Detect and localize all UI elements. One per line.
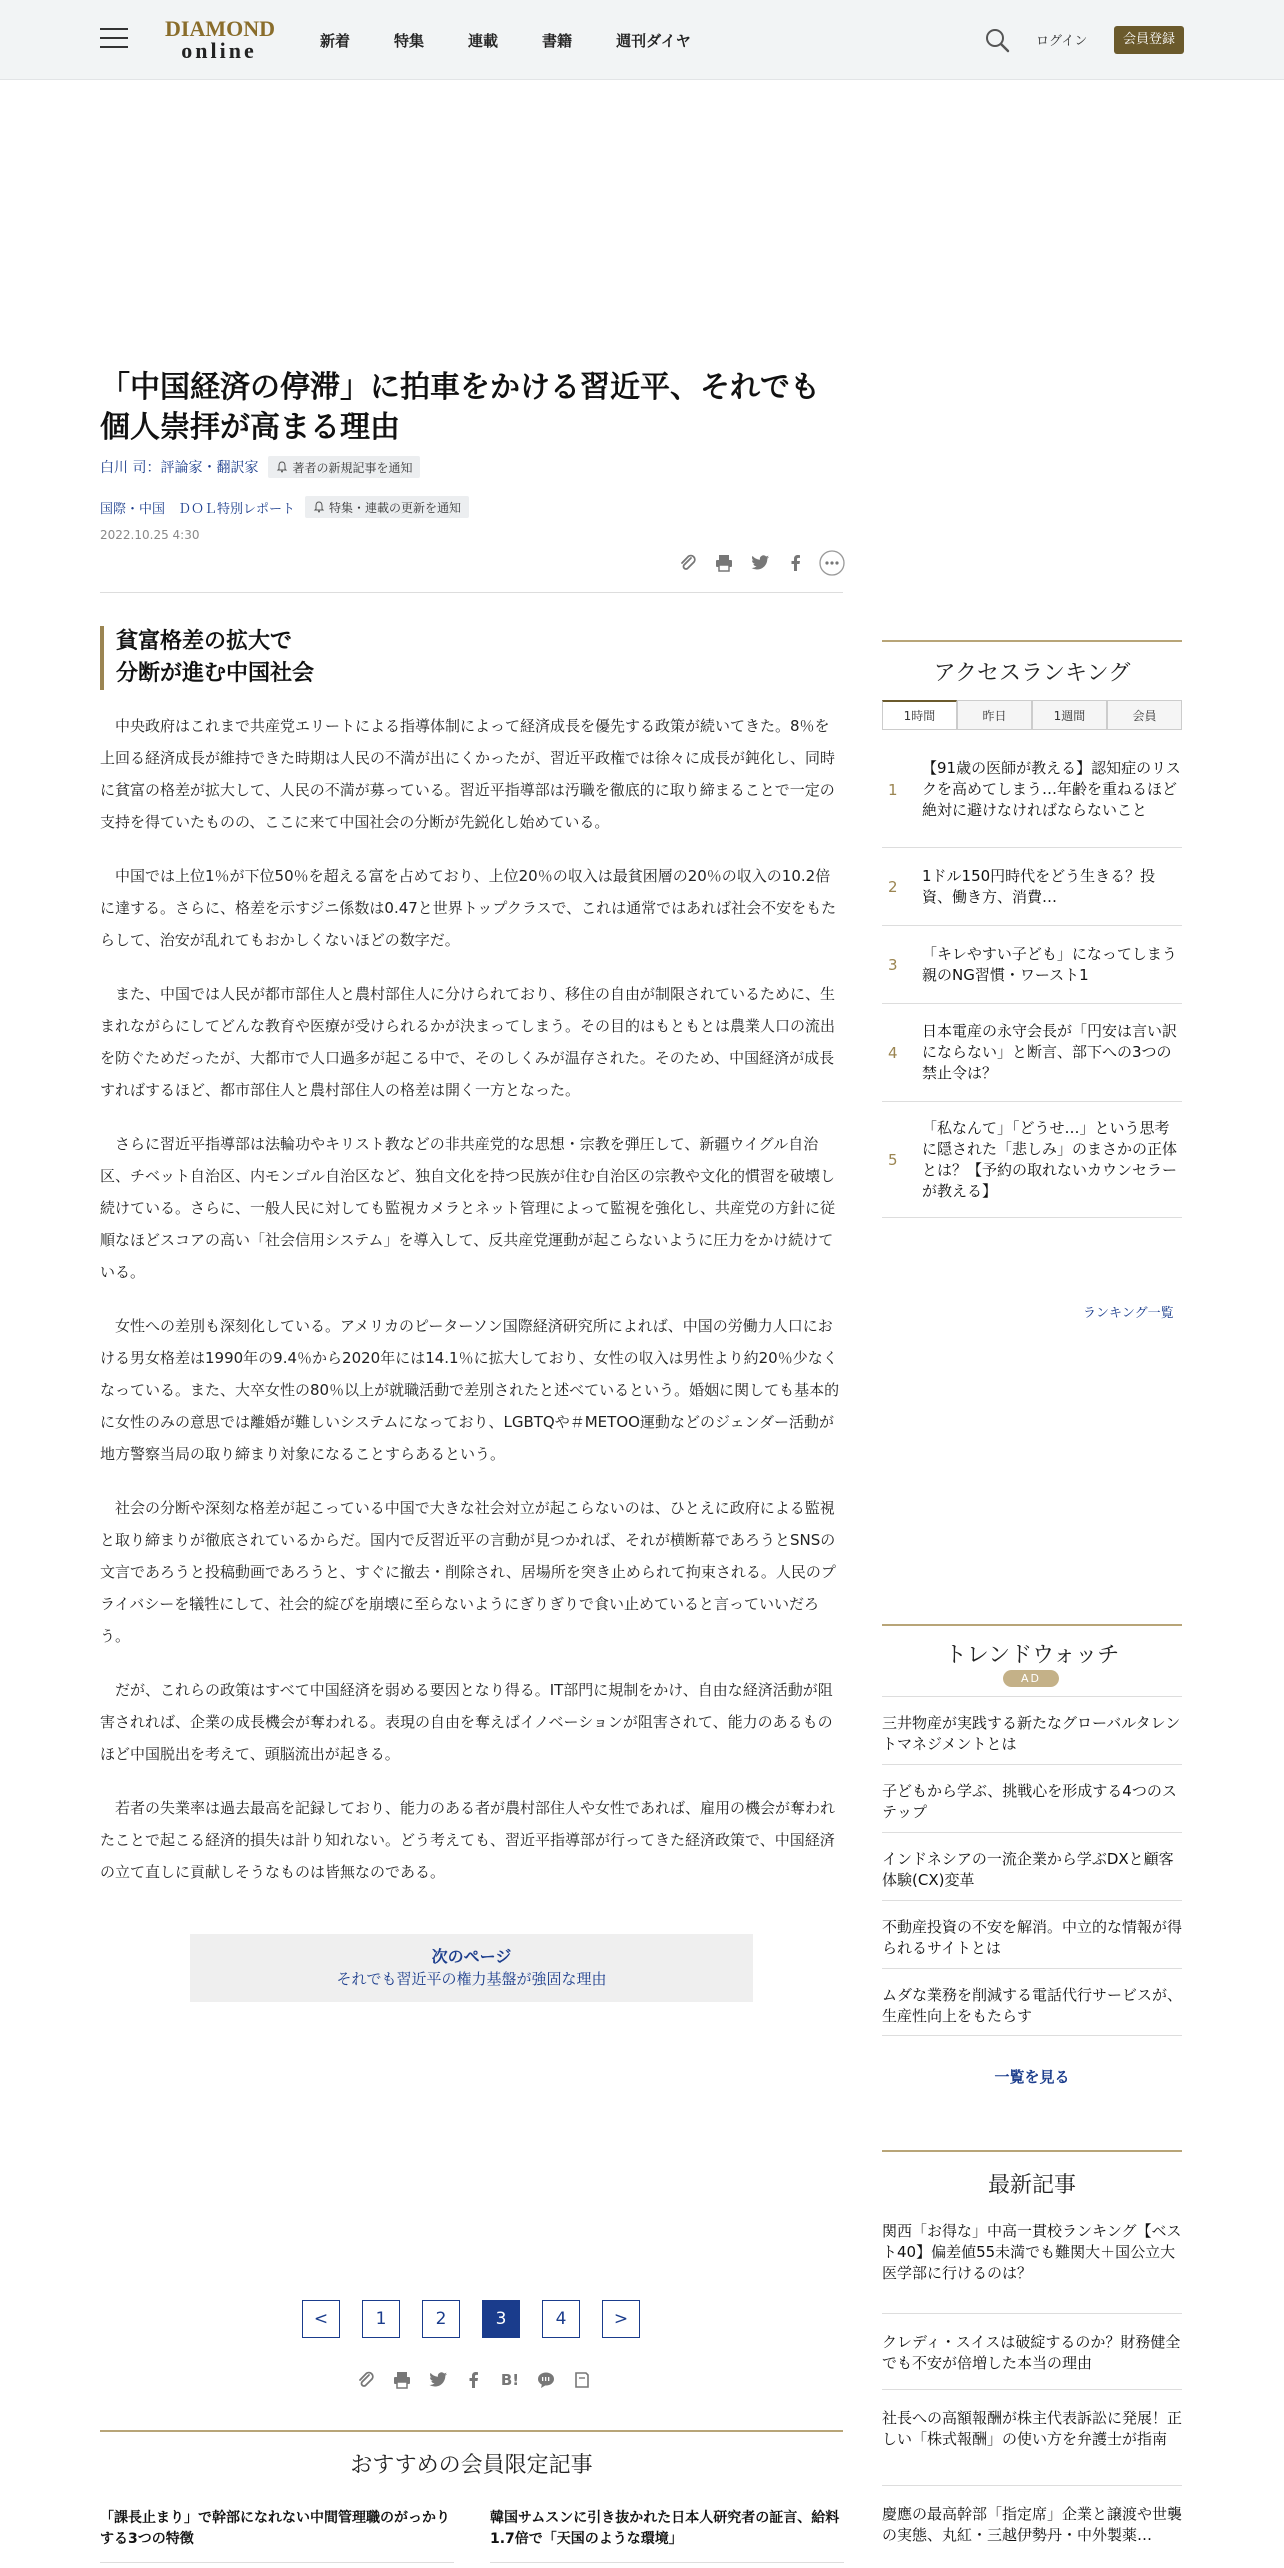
paragraph: 中国では上位1％が下位50％を超える富を占めており、上位20％の収入は最貧困層の20％の収入の10.2倍に達する。さらに、格差を示すジニ係数は0.47と世界トップクラスで、これは通常ではあれば社会不安をもたらして、治安が乱れてもおかしくないほどの数字だ。 bbox=[100, 867, 837, 949]
ranking-item[interactable] bbox=[882, 848, 1182, 926]
logo-bottom: online bbox=[181, 38, 257, 63]
menu-icon[interactable] bbox=[100, 28, 128, 50]
next-page-label: 次のページ bbox=[431, 1947, 512, 1966]
nav-item-books[interactable]: 書籍 bbox=[542, 31, 573, 50]
trend-list bbox=[882, 1696, 1182, 2036]
share-bar-bottom bbox=[352, 2366, 604, 2394]
ranking-tabs bbox=[882, 700, 1182, 730]
line-icon[interactable] bbox=[532, 2366, 560, 2394]
share-bar-top bbox=[666, 549, 846, 577]
site-logo[interactable] bbox=[165, 18, 273, 64]
category-line bbox=[100, 496, 469, 518]
paragraph: 社会の分断や深刻な格差が起こっている中国で大きな社会対立が起こらないのは、ひとえに政府による監視と取り締まりが徹底されているからだ。国内で反習近平の言動が見つかれば、それが横断幕であろうとSNSの文言であろうと投稿動画であろうと、すぐに撤去・削除され、居場所を突き止められて拘束される。人民のプライバシーを犠牲にして、社会的綻びを崩壊に至らないようにぎりぎりで食い止めていると言っていいだろう。 bbox=[100, 1499, 836, 1645]
trend-item[interactable]: 不動産投資の不安を解消。中立的な情報が得られるサイトとは bbox=[882, 1900, 1182, 1968]
author-notify-button[interactable] bbox=[268, 456, 420, 478]
nav-item-weekly[interactable]: 週刊ダイヤ bbox=[616, 31, 691, 50]
rank-number: 2 bbox=[888, 877, 898, 896]
clip-icon[interactable] bbox=[352, 2366, 380, 2394]
facebook-icon[interactable] bbox=[460, 2366, 488, 2394]
recommended-item[interactable]: 韓国サムスンに引き抜かれた日本人研究者の証言、給料1.7倍で「天国のような環境」 bbox=[490, 2510, 840, 2547]
article-body bbox=[100, 710, 843, 1910]
ranking-item[interactable] bbox=[882, 1004, 1182, 1102]
section-heading bbox=[100, 626, 314, 690]
nav-item-new[interactable]: 新着 bbox=[320, 31, 351, 50]
publish-date: 2022.10.25 4:30 bbox=[100, 528, 200, 542]
recommended-divider-line bbox=[490, 2562, 844, 2563]
rank-text: 【91歳の医師が教える】認知症のリスクを高めてしまう…年齢を重ねるほど絶対に避けなければならないこと bbox=[922, 759, 1181, 819]
header-divider bbox=[100, 592, 843, 593]
paragraph: だが、これらの政策はすべて中国経済を弱める要因となり得る。IT部門に規制をかけ、自由な経済活動が阻害されれば、企業の成長機会が奪われる。表現の自由を奪えばイノベーションが阻害されて、能力のあるものほど中国脱出を考えて、頭脳流出が起きる。 bbox=[100, 1681, 833, 1763]
ranking-list bbox=[882, 732, 1182, 1218]
nav-item-series[interactable]: 連載 bbox=[468, 31, 499, 50]
section-heading-line2: 分断が進む中国社会 bbox=[116, 661, 315, 686]
ranking-title: アクセスランキング bbox=[933, 661, 1131, 686]
latest-item[interactable]: 関西「お得な」中高一貫校ランキング【ベスト40】偏差値55未満でも難関大＋国公立大医学部に行けるのは？ bbox=[882, 2218, 1182, 2314]
series-notify-label: 特集・連載の更新を通知 bbox=[329, 500, 462, 515]
rank-number: 5 bbox=[888, 1150, 898, 1169]
paragraph: 若者の失業率は過去最高を記録しており、能力のある者が農村部住人や女性であれば、雇用の機会が奪われたことで起こる経済的損失は計り知れない。どう考えても、習近平指導部が行ってきた経済政策で、中国経済の立て直しに貢献しそうなものは皆無なのである。 bbox=[100, 1799, 836, 1881]
trend-title: トレンドウォッチ bbox=[944, 1643, 1120, 1668]
logo-top: DIAMOND bbox=[165, 16, 275, 41]
main-nav bbox=[320, 0, 735, 80]
tab-members[interactable]: 会員 bbox=[1107, 700, 1182, 729]
next-page-button[interactable]: > bbox=[602, 2300, 640, 2338]
latest-item[interactable]: クレディ・スイスは破綻するのか？財務健全でも不安が倍増した本当の理由 bbox=[882, 2314, 1182, 2390]
page-button-1[interactable]: 1 bbox=[362, 2300, 400, 2338]
rank-number: 3 bbox=[888, 955, 898, 974]
more-icon[interactable] bbox=[818, 549, 846, 577]
bell-icon bbox=[313, 501, 325, 513]
paragraph: 女性への差別も深刻化している。アメリカのピーターソン国際経済研究所によれば、中国の労働力人口における男女格差は1990年の9.4％から2020年には14.1％に拡大しており、女性の収入は男性より約20％少なくなっている。また、大卒女性の80％以上が就職活動で差別されたと述べているという。婚姻に関しても基本的に女性のみの意思では離婚が難しいシステムになっており、LGBTQや＃METOO運動などのジェンダー活動が地方警察当局の取り締まり対象になることすらあるという。 bbox=[100, 1317, 840, 1463]
prev-page-button[interactable]: < bbox=[302, 2300, 340, 2338]
print-icon[interactable] bbox=[710, 549, 738, 577]
rank-text: 「キレやすい子ども」になってしまう親のNG習慣・ワースト1 bbox=[922, 944, 1177, 984]
ranking-item[interactable] bbox=[882, 732, 1182, 848]
rank-text: 1ドル150円時代をどう生きる？投資、働き方、消費… bbox=[922, 866, 1156, 906]
pagination bbox=[302, 2300, 662, 2338]
author-link[interactable]: 白川 司：評論家・翻訳家 bbox=[100, 460, 259, 476]
trend-item[interactable]: 三井物産が実践する新たなグローバルタレントマネジメントとは bbox=[882, 1696, 1182, 1764]
recommended-item[interactable]: 「課長止まり」で幹部になれない中間管理職のがっかりする3つの特徴 bbox=[100, 2510, 450, 2547]
author-notify-label: 著者の新規記事を通知 bbox=[292, 460, 413, 475]
series-notify-button[interactable] bbox=[305, 496, 469, 518]
facebook-icon[interactable] bbox=[782, 549, 810, 577]
bell-icon bbox=[276, 461, 288, 473]
search-icon[interactable] bbox=[983, 26, 1011, 54]
paragraph: さらに習近平指導部は法輪功やキリスト教などの非共産党的な思想・宗教を弾圧して、新疆ウイグル自治区、チベット自治区、内モンゴル自治区など、独自文化を持つ民族が住む自治区の宗教や文化的慣習を破壊し続けている。さらに、一般人民に対しても監視カメラとネット管理によって監視を強化し、共産党の方針に従順なほどスコアの高い「社会信用システム」を導入して、反共産党運動が起こらないように圧力をかけ続けている。 bbox=[100, 1135, 836, 1281]
trend-divider bbox=[882, 1624, 1182, 1626]
recommended-divider-line bbox=[100, 2562, 454, 2563]
print-icon[interactable] bbox=[388, 2366, 416, 2394]
hatena-icon[interactable]: B! bbox=[500, 2371, 520, 2389]
page-button-3-current[interactable]: 3 bbox=[482, 2300, 520, 2338]
ranking-more-link[interactable]: ランキング一覧 bbox=[1083, 1306, 1174, 1321]
latest-title: 最新記事 bbox=[987, 2173, 1076, 2198]
rank-number: 1 bbox=[888, 780, 898, 799]
tab-1hour[interactable]: 1時間 bbox=[882, 700, 957, 729]
rank-text: 「私なんて」「どうせ…」という思考に隠された「悲しみ」のまさかの正体とは？【予約の取れないカウンセラーが教える】 bbox=[922, 1118, 1178, 1200]
page-button-2[interactable]: 2 bbox=[422, 2300, 460, 2338]
article-title: 「中国経済の停滞」に拍車をかける習近平、それでも個人崇拝が高まる理由 bbox=[100, 370, 820, 445]
page-button-4[interactable]: 4 bbox=[542, 2300, 580, 2338]
nav-item-feature[interactable]: 特集 bbox=[394, 31, 425, 50]
login-link[interactable]: ログイン bbox=[1036, 34, 1088, 49]
clip-icon[interactable] bbox=[674, 549, 702, 577]
twitter-icon[interactable] bbox=[746, 549, 774, 577]
trend-more-link[interactable]: 一覧を見る bbox=[994, 2068, 1070, 2086]
tab-yesterday[interactable]: 昨日 bbox=[957, 700, 1032, 729]
ranking-divider bbox=[882, 640, 1182, 642]
rank-text: 日本電産の永守会長が「円安は言い訳にならない」と断言、部下への3つの禁止令は？ bbox=[922, 1022, 1178, 1082]
site-header bbox=[0, 0, 1284, 80]
ranking-item[interactable] bbox=[882, 1102, 1182, 1218]
rank-number: 4 bbox=[888, 1043, 898, 1062]
ad-badge: AD bbox=[1003, 1670, 1059, 1687]
trend-item[interactable]: インドネシアの一流企業から学ぶDXと顧客体験(CX)変革 bbox=[882, 1832, 1182, 1900]
ranking-item[interactable] bbox=[882, 926, 1182, 1004]
latest-item[interactable]: 社長への高額報酬が株主代表訴訟に発展！正しい「株式報酬」の使い方を弁護士が指南 bbox=[882, 2390, 1182, 2486]
paragraph: 中央政府はこれまで共産党エリートによる指導体制によって経済成長を優先する政策が続いてきた。8％を上回る経済成長が維持できた時期は人民の不満が出にくかったが、習近平政権では徐々に成長が鈍化し、同時に貧富の格差が拡大して、人民の不満が募っている。習近平指導部は汚職を徹底的に取り締まることで一定の支持を得ていたものの、ここに来て中国社会の分断が先鋭化し始めている。 bbox=[100, 717, 836, 831]
latest-list bbox=[882, 2218, 1182, 2566]
twitter-icon[interactable] bbox=[424, 2366, 452, 2394]
recommended-divider bbox=[100, 2430, 843, 2432]
section-heading-line1: 貧富格差の拡大で bbox=[116, 629, 293, 654]
bookmark-icon[interactable] bbox=[568, 2366, 596, 2394]
next-page-title: それでも習近平の権力基盤が強固な理由 bbox=[336, 1970, 607, 1988]
register-button[interactable]: 会員登録 bbox=[1114, 26, 1184, 54]
paragraph: また、中国では人民が都市部住人と農村部住人に分けられており、移住の自由が制限されているために、生まれながらにしてどんな教育や医療が受けられるかが決まってしまう。その目的はもともとは農業人口の流出を防ぐためだったが、大都市で人口過多が起こる中で、そのしくみが温存された。そのため、中国経済が成長すればするほど、都市部住人と農村部住人の格差は開く一方となった。 bbox=[100, 985, 836, 1099]
next-page-link[interactable] bbox=[190, 1934, 753, 2002]
byline bbox=[100, 456, 420, 478]
tab-1week[interactable]: 1週間 bbox=[1032, 700, 1107, 729]
category-link[interactable]: 国際・中国 ＤＯＬ特別レポート bbox=[100, 501, 296, 517]
trend-item[interactable]: 子どもから学ぶ、挑戦心を形成する4つのステップ bbox=[882, 1764, 1182, 1832]
trend-item[interactable]: ムダな業務を削減する電話代行サービスが、生産性向上をもたらす bbox=[882, 1968, 1182, 2036]
latest-divider bbox=[882, 2150, 1182, 2152]
latest-item[interactable]: 慶應の最高幹部「指定席」企業と譲渡や世襲の実態、丸紅・三越伊勢丹・中外製薬… bbox=[882, 2505, 1183, 2544]
recommended-title: おすすめの会員限定記事 bbox=[350, 2453, 593, 2478]
